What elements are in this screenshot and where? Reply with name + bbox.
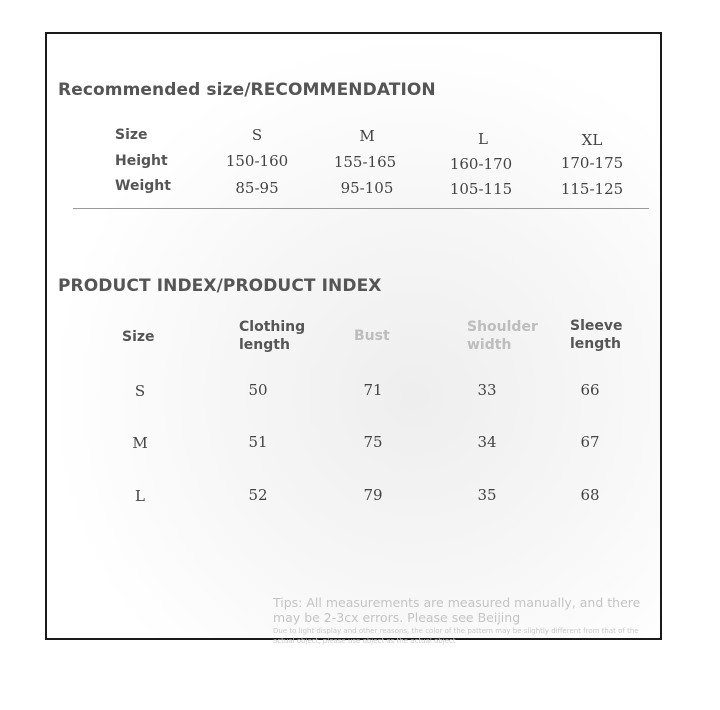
product-row-s-shoulder-width: 33 xyxy=(477,381,497,399)
product-row-s-bust: 71 xyxy=(363,381,383,399)
product-row-l-size: L xyxy=(135,487,145,505)
size-chart-panel xyxy=(45,32,662,645)
tips-text: Tips: All measurements are measured manually, and there may be 2-3cx errors. Please see Beijing xyxy=(273,595,641,625)
rec-size-s: S xyxy=(251,126,263,144)
row-label-size: Size xyxy=(115,127,148,143)
row-label-weight: Weight xyxy=(115,178,171,194)
rec-height-m: 155-165 xyxy=(333,153,397,171)
header-shoulder-width: Shoulder width xyxy=(467,319,538,353)
product-row-m-clothing-length: 51 xyxy=(248,433,268,451)
rec-size-l: L xyxy=(478,130,488,148)
product-row-s-size: S xyxy=(134,382,146,400)
product-row-m-sleeve-length: 67 xyxy=(580,433,600,451)
rec-height-l: 160-170 xyxy=(449,155,513,173)
rec-weight-l: 105-115 xyxy=(449,180,513,198)
header-sleeve-length: Sleeve length xyxy=(570,318,623,352)
product-row-s-clothing-length: 50 xyxy=(248,381,268,399)
product-row-l-bust: 79 xyxy=(363,486,383,504)
product-row-l-shoulder-width: 35 xyxy=(477,486,497,504)
product-row-m-bust: 75 xyxy=(363,433,383,451)
product-index-title: PRODUCT INDEX/PRODUCT INDEX xyxy=(58,276,382,296)
product-row-l-sleeve-length: 68 xyxy=(580,486,600,504)
header-size: Size xyxy=(122,329,155,345)
product-row-l-clothing-length: 52 xyxy=(248,486,268,504)
product-row-m-size: M xyxy=(132,434,148,452)
header-bust: Bust xyxy=(354,328,390,344)
rec-weight-xl: 115-125 xyxy=(560,180,624,198)
rec-size-xl: XL xyxy=(581,131,603,149)
product-row-s-sleeve-length: 66 xyxy=(580,381,600,399)
rec-height-xl: 170-175 xyxy=(560,154,624,172)
rec-height-s: 150-160 xyxy=(225,152,289,170)
product-row-m-shoulder-width: 34 xyxy=(477,433,497,451)
rec-weight-m: 95-105 xyxy=(340,179,394,197)
rec-size-m: M xyxy=(359,127,375,145)
section-divider xyxy=(73,208,649,209)
color-note-text: Due to light display and other reasons, the color of the pattern may be slightly different from that of the actual object, please use object as the actual object xyxy=(273,627,639,645)
row-label-height: Height xyxy=(115,153,168,169)
rec-weight-s: 85-95 xyxy=(235,179,279,197)
header-clothing-length: Clothing length xyxy=(239,319,306,353)
recommendation-title: Recommended size/RECOMMENDATION xyxy=(58,80,436,100)
